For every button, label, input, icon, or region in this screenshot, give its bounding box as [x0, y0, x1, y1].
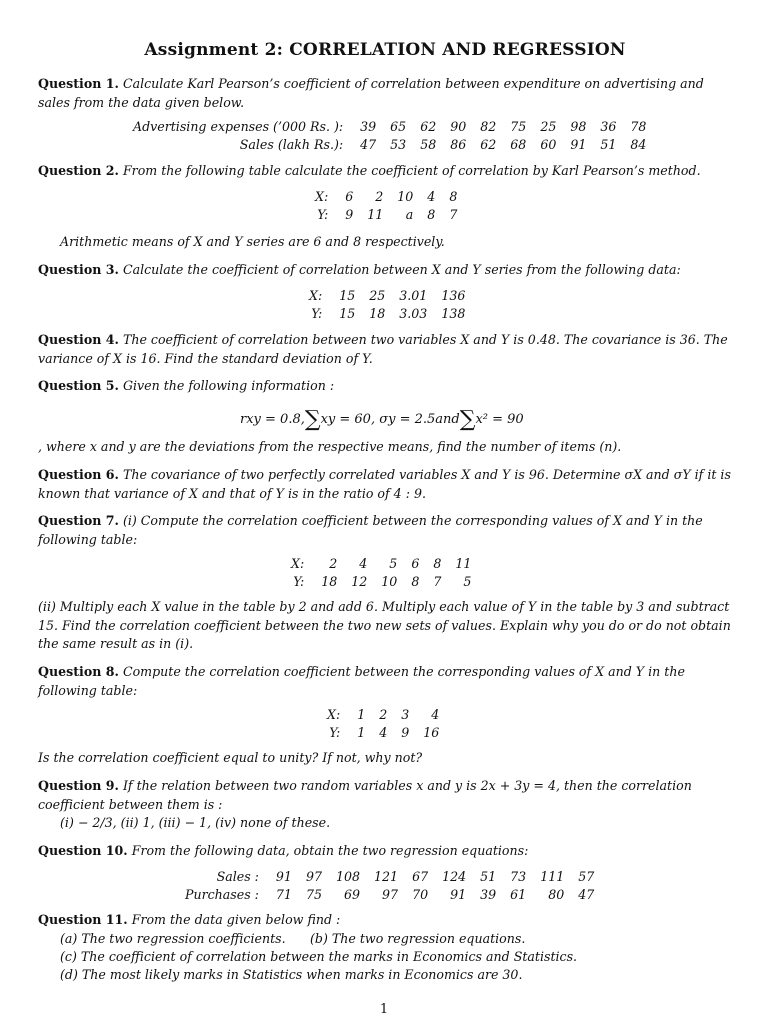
- row-label: Y:: [317, 207, 329, 222]
- cell: 11: [455, 556, 472, 571]
- cell: 91: [570, 137, 587, 152]
- question-number: Question 6.: [38, 467, 119, 482]
- question-text: The covariance of two perfectly correlated variables X and Y is 96. Determine σX and σY if it is known that variance of X and that of Y is in the ratio of 4 : 9.: [38, 467, 731, 501]
- question-number: Question 5.: [38, 378, 119, 393]
- cell: 11: [367, 207, 384, 222]
- row-label: Sales :: [216, 869, 259, 884]
- cell: 68: [510, 137, 527, 152]
- cell: 111: [540, 869, 565, 884]
- row-label: Sales (lakh Rs.):: [239, 137, 344, 152]
- question-2: [38, 162, 732, 181]
- cell: 51: [480, 869, 497, 884]
- question-text: From the data given below find :: [131, 912, 341, 927]
- table-row: [126, 118, 653, 136]
- sigma-icon: ∑: [459, 407, 476, 432]
- cell: 78: [630, 119, 647, 134]
- row-label: Y:: [293, 574, 305, 589]
- cell: 65: [390, 119, 407, 134]
- q11-item-d: (d) The most likely marks in Statistics when marks in Economics are 30.: [60, 967, 523, 982]
- cell: 8: [427, 207, 436, 222]
- table-row: [178, 868, 601, 886]
- cell: 25: [540, 119, 557, 134]
- question-number: Question 9.: [38, 778, 119, 793]
- cell: 51: [600, 137, 617, 152]
- q9-options: (i) − 2/3, (ii) 1, (iii) − 1, (iv) none of these.: [60, 815, 331, 830]
- cell: 18: [369, 306, 386, 321]
- q2-note: Arithmetic means of X and Y series are 6 and 8 respectively.: [60, 234, 445, 249]
- cell: 67: [412, 869, 429, 884]
- cell: 69: [343, 887, 361, 902]
- q8-note: Is the correlation coefficient equal to unity? If not, why not?: [38, 750, 423, 765]
- cell: 8: [433, 556, 442, 571]
- question-number: Question 8.: [38, 664, 119, 679]
- question-6: [38, 466, 732, 503]
- cell: 5: [389, 556, 398, 571]
- question-number: Question 11.: [38, 912, 128, 927]
- question-number: Question 3.: [38, 262, 119, 277]
- cell: 4: [379, 725, 388, 740]
- cell: 25: [369, 288, 386, 303]
- cell: a: [405, 207, 414, 222]
- table-row: [308, 188, 464, 206]
- question-text: From the following table calculate the coefficient of correlation by Karl Pearson’s method.: [122, 163, 701, 178]
- question-9: [38, 777, 732, 814]
- q8-data-table: [320, 706, 446, 742]
- cell: 1: [357, 707, 366, 722]
- question-4: [38, 331, 732, 368]
- row-label: X:: [309, 288, 323, 303]
- table-row: [284, 555, 478, 573]
- q10-data-table: [178, 868, 601, 904]
- question-number: Question 2.: [38, 163, 119, 178]
- row-label: Y:: [329, 725, 341, 740]
- question-7: [38, 512, 732, 549]
- cell: 7: [449, 207, 458, 222]
- q11-item-c: (c) The coefficient of correlation between the marks in Economics and Statistics.: [60, 949, 578, 964]
- question-11: [38, 911, 732, 930]
- cell: 90: [450, 119, 467, 134]
- cell: 121: [374, 869, 399, 884]
- question-number: Question 4.: [38, 332, 119, 347]
- cell: 75: [305, 887, 322, 902]
- cell: 91: [275, 869, 292, 884]
- cell: 12: [351, 574, 368, 589]
- cell: 97: [382, 887, 399, 902]
- table-row: [320, 724, 446, 742]
- table-row: [320, 706, 446, 724]
- q5-formula: [240, 404, 524, 432]
- question-8: [38, 663, 732, 700]
- row-label: X:: [315, 189, 329, 204]
- question-text: (i) Compute the correlation coefficient between the corresponding values of X and Y in the following table:: [38, 513, 703, 547]
- cell: 2: [329, 556, 338, 571]
- table-row: [178, 886, 601, 904]
- question-text: From the following data, obtain the two regression equations:: [131, 843, 529, 858]
- cell: 3: [401, 707, 410, 722]
- cell: 10: [381, 574, 398, 589]
- cell: 15: [339, 288, 356, 303]
- row-label: X:: [327, 707, 341, 722]
- cell: 16: [423, 725, 440, 740]
- cell: 8: [411, 574, 420, 589]
- q1-data-table: [126, 118, 653, 154]
- page-title: Assignment 2: CORRELATION AND REGRESSION: [144, 40, 626, 60]
- cell: 80: [548, 887, 565, 902]
- q2-data-table: [308, 188, 464, 224]
- cell: 61: [510, 887, 527, 902]
- question-text: Compute the correlation coefficient between the corresponding values of X and Y in the following table:: [38, 664, 685, 698]
- formula-part: x² = 90: [475, 412, 524, 427]
- cell: 124: [442, 869, 467, 884]
- q11-item-b: (b) The two regression equations.: [310, 931, 526, 946]
- q3-data-table: [302, 287, 472, 323]
- cell: 136: [441, 288, 466, 303]
- cell: 7: [433, 574, 442, 589]
- cell: 75: [510, 119, 527, 134]
- cell: 70: [412, 887, 429, 902]
- q5-note: , where x and y are the deviations from the respective means, find the number of items (n).: [38, 439, 622, 454]
- question-number: Question 1.: [38, 76, 119, 91]
- cell: 62: [420, 119, 437, 134]
- cell: 2: [379, 707, 388, 722]
- cell: 3.01: [399, 288, 428, 303]
- table-row: [284, 573, 478, 591]
- cell: 4: [359, 556, 368, 571]
- question-number: Question 10.: [38, 843, 128, 858]
- question-10: [38, 842, 732, 861]
- cell: 8: [449, 189, 458, 204]
- table-row: [126, 136, 653, 154]
- cell: 4: [427, 189, 436, 204]
- cell: 47: [360, 137, 377, 152]
- table-row: [308, 206, 464, 224]
- cell: 71: [275, 887, 292, 902]
- cell: 47: [578, 887, 595, 902]
- cell: 57: [578, 869, 595, 884]
- cell: 86: [450, 137, 467, 152]
- sigma-icon: ∑: [304, 407, 321, 432]
- cell: 36: [600, 119, 617, 134]
- row-label: Purchases :: [185, 887, 259, 902]
- cell: 5: [463, 574, 472, 589]
- question-text: Given the following information :: [122, 378, 335, 393]
- cell: 97: [305, 869, 322, 884]
- cell: 39: [360, 119, 377, 134]
- cell: 9: [401, 725, 410, 740]
- cell: 73: [510, 869, 527, 884]
- cell: 82: [480, 119, 497, 134]
- cell: 62: [480, 137, 497, 152]
- question-text: Calculate the coefficient of correlation between X and Y series from the following data:: [122, 262, 681, 277]
- cell: 98: [570, 119, 587, 134]
- q11-item-a: (a) The two regression coefficients.: [60, 931, 286, 946]
- question-1: [38, 75, 732, 112]
- question-3: [38, 261, 732, 280]
- cell: 84: [630, 137, 647, 152]
- question-text: The coefficient of correlation between two variables X and Y is 0.48. The covariance is 36. The variance of X is 16. Find the standard deviation of Y.: [38, 332, 728, 366]
- cell: 3.03: [399, 306, 428, 321]
- page-number: 1: [379, 1002, 389, 1017]
- table-row: [302, 287, 472, 305]
- formula-part: xy = 60, σy = 2.5and: [320, 412, 460, 427]
- question-text: If the relation between two random variables x and y is 2x + 3y = 4, then the correlation coefficient between them is :: [38, 778, 692, 812]
- cell: 15: [339, 306, 356, 321]
- question-text: Calculate Karl Pearson’s coefficient of correlation between expenditure on advertising and sales from the data given below.: [38, 76, 704, 110]
- cell: 58: [420, 137, 437, 152]
- row-label: Y:: [311, 306, 323, 321]
- question-number: Question 7.: [38, 513, 119, 528]
- row-label: Advertising expenses (’000 Rs. ):: [133, 119, 344, 134]
- cell: 2: [375, 189, 384, 204]
- q7-data-table: [284, 555, 478, 591]
- table-row: [302, 305, 472, 323]
- q7-note: (ii) Multiply each X value in the table by 2 and add 6. Multiply each value of Y in the table by 3 and subtract 15. Find the correlation coefficient between the two new sets of values. Explain why you do or do not obtain the same result as in (i).: [38, 599, 731, 651]
- row-label: X:: [291, 556, 305, 571]
- cell: 1: [357, 725, 366, 740]
- cell: 18: [321, 574, 338, 589]
- question-5: [38, 377, 732, 396]
- cell: 10: [397, 189, 414, 204]
- cell: 53: [390, 137, 407, 152]
- cell: 4: [431, 707, 440, 722]
- cell: 138: [441, 306, 466, 321]
- cell: 6: [411, 556, 420, 571]
- formula-part: rxy = 0.8,: [240, 412, 305, 427]
- cell: 91: [450, 887, 467, 902]
- cell: 108: [335, 869, 361, 884]
- cell: 9: [345, 207, 354, 222]
- cell: 6: [345, 189, 354, 204]
- cell: 39: [480, 887, 497, 902]
- cell: 60: [540, 137, 557, 152]
